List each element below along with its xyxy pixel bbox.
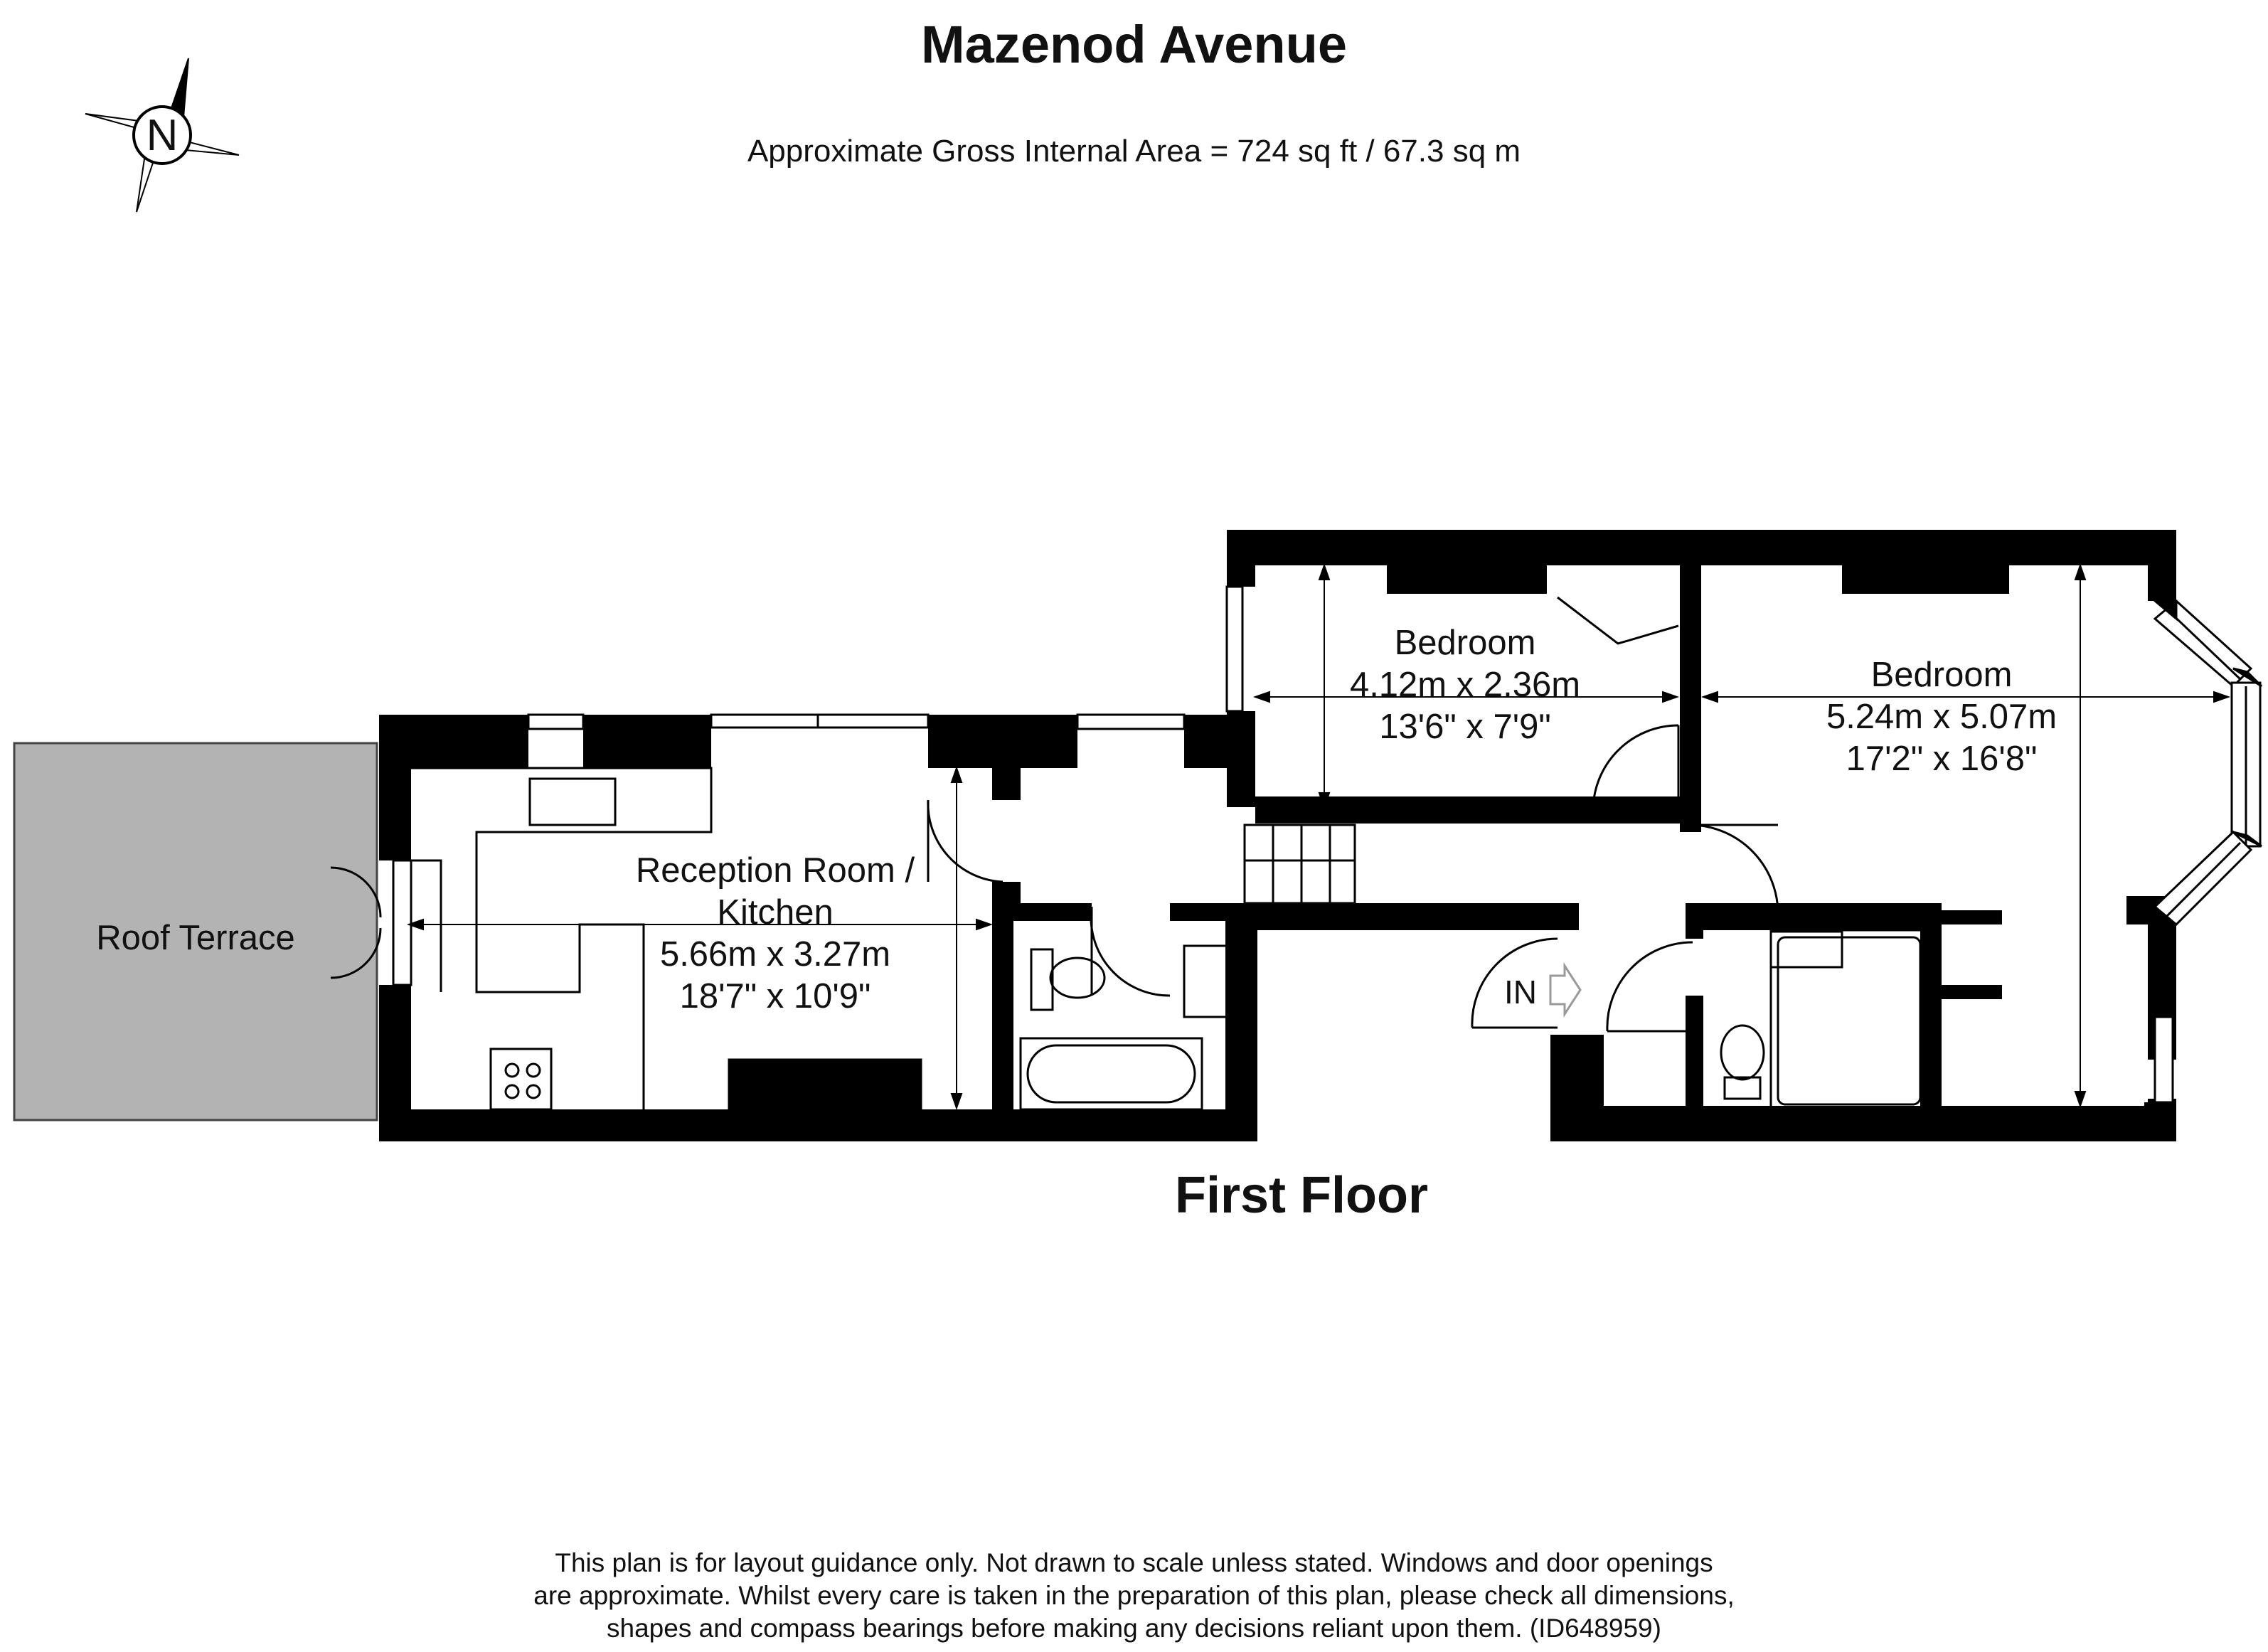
bedroom1-name: Bedroom bbox=[1394, 624, 1536, 662]
page-title: Mazenod Avenue bbox=[921, 15, 1347, 74]
reception-metric: 5.66m x 3.27m bbox=[659, 935, 891, 974]
bay-window bbox=[2155, 601, 2262, 924]
bathroom-fixtures bbox=[1021, 930, 1927, 1112]
disclaimer bbox=[0, 1547, 2268, 1645]
compass-north-label: N bbox=[146, 111, 179, 160]
gross-area-text: Approximate Gross Internal Area = 724 sq ft / 67.3 sq m bbox=[747, 134, 1521, 169]
roof-terrace-label bbox=[43, 917, 348, 959]
entrance-label: IN bbox=[1504, 974, 1537, 1011]
reception-label bbox=[590, 850, 960, 1018]
floor-label: First Floor bbox=[1175, 1167, 1428, 1224]
bedroom1-metric: 4.12m x 2.36m bbox=[1349, 666, 1581, 704]
walls bbox=[379, 530, 2176, 1141]
entrance-arrow-icon bbox=[1550, 966, 1580, 1014]
bedroom1-label bbox=[1312, 622, 1618, 748]
bedroom2-label bbox=[1789, 654, 2094, 780]
reception-name-line1: Reception Room / bbox=[635, 851, 915, 890]
staircase bbox=[1245, 825, 1355, 903]
bedroom2-name: Bedroom bbox=[1870, 656, 2013, 694]
disclaimer-line1: This plan is for layout guidance only. Not drawn to scale unless stated. Windows and door openings bbox=[555, 1548, 1713, 1577]
bedroom1-imperial: 13'6" x 7'9" bbox=[1379, 708, 1551, 746]
bedroom2-imperial: 17'2" x 16'8" bbox=[1846, 740, 2038, 778]
reception-imperial: 18'7" x 10'9" bbox=[679, 977, 871, 1016]
roof-terrace-name: Roof Terrace bbox=[96, 919, 295, 957]
reception-name-line2: Kitchen bbox=[717, 893, 834, 932]
disclaimer-line3: shapes and compass bearings before making any decisions reliant upon them. (ID648959) bbox=[607, 1614, 1661, 1643]
disclaimer-line2: are approximate. Whilst every care is taken in the preparation of this plan, please check all dimensions, bbox=[533, 1581, 1735, 1610]
bedroom2-metric: 5.24m x 5.07m bbox=[1826, 698, 2057, 736]
